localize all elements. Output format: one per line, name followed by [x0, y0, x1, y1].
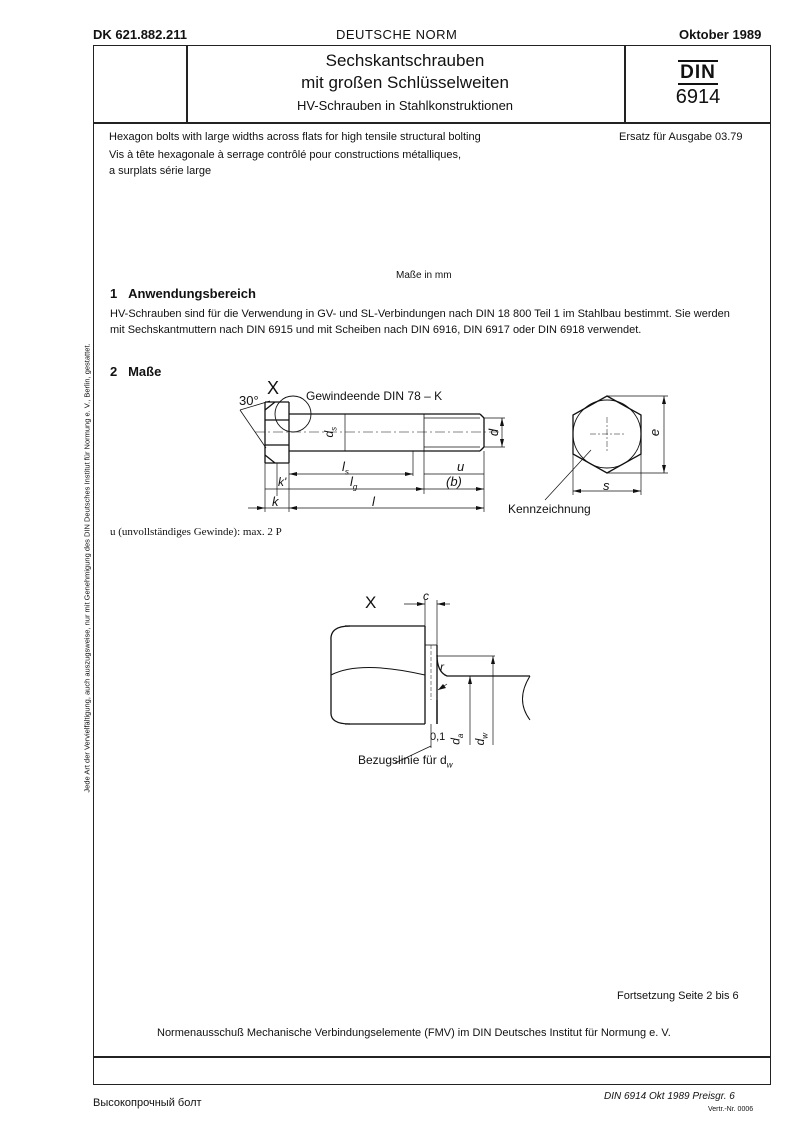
section-1-title: Anwendungsbereich: [128, 286, 256, 301]
label-k: k: [272, 494, 279, 509]
label-da-main: d: [448, 738, 463, 745]
label-r: r: [440, 660, 444, 674]
subtitle: HV-Schrauben in Stahlkonstruktionen: [296, 98, 514, 113]
committee-note: Normenausschuß Mechanische Verbindungselemente (FMV) im DIN Deutsches Institut für Normung e. V.: [157, 1027, 671, 1039]
label-c: c: [423, 589, 429, 603]
detail-marker-x: X: [267, 378, 280, 398]
label-dw-main: d: [473, 738, 488, 746]
doc-reference: DIN 6914 Okt 1989 Preisgr. 6: [604, 1091, 735, 1102]
vertr-number: Vertr.-Nr. 0006: [708, 1106, 754, 1113]
french-title-1: Vis à tête hexagonale à serrage contrôlé pour constructions métalliques,: [109, 149, 462, 161]
continuation-note: Fortsetzung Seite 2 bis 6: [617, 990, 739, 1002]
label-da-sub: a: [455, 733, 465, 739]
section-2-number: 2: [110, 364, 118, 379]
u-note: u (unvollständiges Gewinde): max. 2 P: [110, 526, 282, 538]
label-ls-sub: s: [344, 467, 349, 477]
publication-date: Oktober 1989: [679, 27, 762, 42]
label-s: s: [603, 478, 610, 493]
detail-x-title: X: [365, 593, 377, 612]
section-1-text-1: HV-Schrauben sind für die Verwendung in GV- und SL-Verbindungen nach DIN 18 800 Teil 1 im Stahlbau bestimmt. Sie werden: [110, 308, 730, 320]
label-ds-sub: s: [329, 426, 339, 431]
label-k-prime: k': [278, 475, 287, 489]
label-ds-main: d: [322, 430, 337, 438]
french-title-2: a surplats série large: [109, 165, 212, 177]
label-01: 0,1: [430, 731, 446, 743]
label-da: [448, 734, 464, 745]
angle-label: 30°: [239, 393, 259, 408]
units-note: Maße in mm: [396, 270, 452, 281]
section-1-number: 1: [110, 286, 118, 301]
label-dw: [473, 733, 489, 745]
reference-line-sub: w: [446, 760, 453, 770]
english-title: Hexagon bolts with large widths across flats for high tensile structural bolting: [109, 131, 481, 143]
label-lg-main: l: [350, 474, 353, 489]
label-dw-sub: w: [480, 732, 490, 739]
copyright-side-note: Jede Art der Vervielfältigung, auch auszugsweise, nur mit Genehmigung des DIN Deutsches Institut für Normung e. V., Berlin, gestattet.: [82, 343, 92, 793]
label-b: (b): [446, 474, 462, 489]
label-l: l: [372, 494, 375, 509]
label-lg-sub: g: [352, 482, 358, 492]
label-d: d: [486, 428, 502, 437]
label-e: e: [647, 428, 663, 437]
replaces-edition: Ersatz für Ausgabe 03.79: [619, 131, 743, 143]
din-number: 6914: [675, 86, 721, 108]
russian-title: Высокопрочный болт: [93, 1097, 202, 1109]
section-2-title: Maße: [128, 364, 162, 379]
dk-number: DK 621.882.211: [93, 27, 187, 42]
title-line-2: mit großen Schlüsselweiten: [301, 73, 509, 92]
label-ls-main: l: [342, 459, 345, 474]
reference-line-text: Bezugslinie für d: [358, 753, 447, 767]
marking-label: Kennzeichnung: [508, 502, 591, 516]
section-1-text-2: mit Sechskantmuttern nach DIN 6915 und mit Scheiben nach DIN 6916, DIN 6917 oder DIN 6918 verwendet.: [110, 324, 642, 336]
thread-end-label: Gewindeende DIN 78 – K: [306, 389, 443, 403]
label-u: u: [457, 459, 465, 474]
standard-type: DEUTSCHE NORM: [336, 27, 458, 42]
title-line-1: Sechskantschrauben: [325, 51, 485, 70]
din-logo-label: DIN: [680, 62, 716, 83]
reference-line-label: [358, 753, 453, 769]
